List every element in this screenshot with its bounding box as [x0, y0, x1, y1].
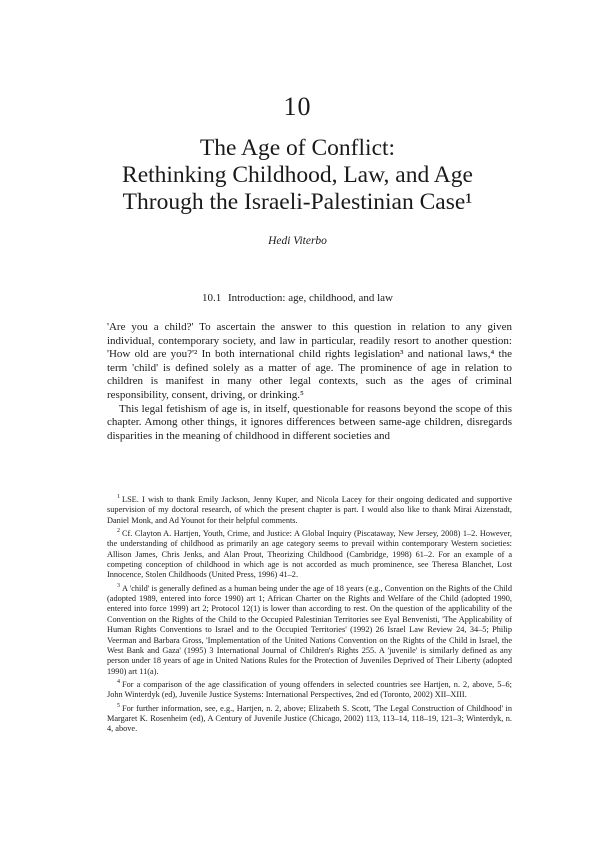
chapter-title-line-1: The Age of Conflict:: [199, 135, 396, 161]
body-paragraph-2: This legal fetishism of age is, in itself, questionable for reasons beyond the scope of this chapter. Among other things, it ignores differences between same-age children, disregards disparities in the meaning of childhood in different societies and: [107, 402, 512, 442]
footnote-5: [107, 701, 512, 735]
body-text: [107, 321, 512, 443]
section-number: 10.1: [202, 292, 222, 304]
footnote-text: A 'child' is generally defined as a human being under the age of 18 years (e.g., Convention on the Rights of the Child (adopted 1989, entered into force 1990) art 1; African Charter on the Rights and Welfare of the Child (adopted 1990, entered into force 1999) art 2; Protocol 12(1) is lower than according to rest. On the question of the applicability of the Convention on the Rights of the Child to the Occupied Palestinian Territories see Eyal Benvenisti, 'The Applicability of Human Rights Conventions to Israel and to the Occupied Territories' (1992) 26 Israel Law Review 24, 34–5; Philip Veerman and Barbara Gross, 'Implementation of the United Nations Convention on the Rights of the Child in Israel, the West Bank and Gaza' (1995) 3 International Journal of Children's Rights 255. A 'juvenile' is similarly defined as any person under 18 years of age in United Nations Rules for the Protection of Juveniles Deprived of Their Liberty (adopted 1990) art 11(a).: [107, 583, 512, 676]
footnote-4: [107, 677, 512, 701]
footnote-mark: 2: [117, 527, 120, 534]
chapter-title-line-3: Through the Israeli-Palestinian Case¹: [122, 189, 473, 215]
section-title: Introduction: age, childhood, and law: [228, 292, 393, 304]
body-paragraph-1: 'Are you a child?' To ascertain the answer to this question in relation to any given individual, contemporary society, and law in particular, readily resort to another question: 'How old are you?'² In both international child rights legislation³ and national laws,⁴ the term 'child' is defined solely as a matter of age. The prominence of age in relation to children is manifest in many other legal contexts, such as the ages of criminal responsibility, consent, driving, or drinking.⁵: [107, 321, 512, 401]
footnote-3: [107, 581, 512, 677]
chapter-title: [40, 135, 555, 216]
footnote-text: For a comparison of the age classification of young offenders in selected countries see Hartjen, n. 2, above, 5–6; John Winterdyk (ed), Juvenile Justice Systems: International Perspectives, 2nd ed (Toronto, 2002) XII–XIII.: [107, 679, 512, 700]
footnote-mark: 3: [117, 582, 120, 589]
author-name: Hedi Viterbo: [268, 235, 327, 247]
footnote-2: [107, 526, 512, 581]
section-heading: [0, 292, 595, 304]
footnote-mark: 1: [117, 494, 120, 500]
footnote-text: Cf. Clayton A. Hartjen, Youth, Crime, and Justice: A Global Inquiry (Piscataway, New Jersey, 2008) 1–2. However, the understanding of childhood as primarily an age category seems to prevail within contemporary Western societies: Allison James, Chris Jenks, and Alan Prout, Theorizing Childhood (Cambridge, 1998) 61–2. For an example of a competing conception of childhood in which age is not accorded as much prominence, see Theresa Blanchet, Lost Innocence, Stolen Childhoods (United Press, 1996) 41–2.: [107, 528, 512, 580]
footnote-mark: 5: [117, 702, 120, 709]
footnote-1: [107, 492, 512, 526]
footnotes: [107, 492, 512, 735]
footnote-text: For further information, see, e.g., Hartjen, n. 2, above; Elizabeth S. Scott, 'The Legal Construction of Childhood' in Margaret K. Rosenheim (ed), A Century of Juvenile Justice (Chicago, 2002) 113, 113–14, 118–19, 121–3; Winterdyk, n. 4, above.: [107, 703, 512, 734]
chapter-title-line-2: Rethinking Childhood, Law, and Age: [122, 162, 473, 188]
chapter-number: 10: [283, 92, 312, 121]
footnote-text: LSE. I wish to thank Emily Jackson, Jenny Kuper, and Nicola Lacey for their ongoing dedicated and supportive supervision of my doctoral research, of which the present chapter is part. I would also like to thank Mirai Aizenstadt, Daniel Monk, and Ad Younot for their helpful comments.: [107, 494, 512, 525]
footnote-mark: 4: [117, 679, 120, 686]
